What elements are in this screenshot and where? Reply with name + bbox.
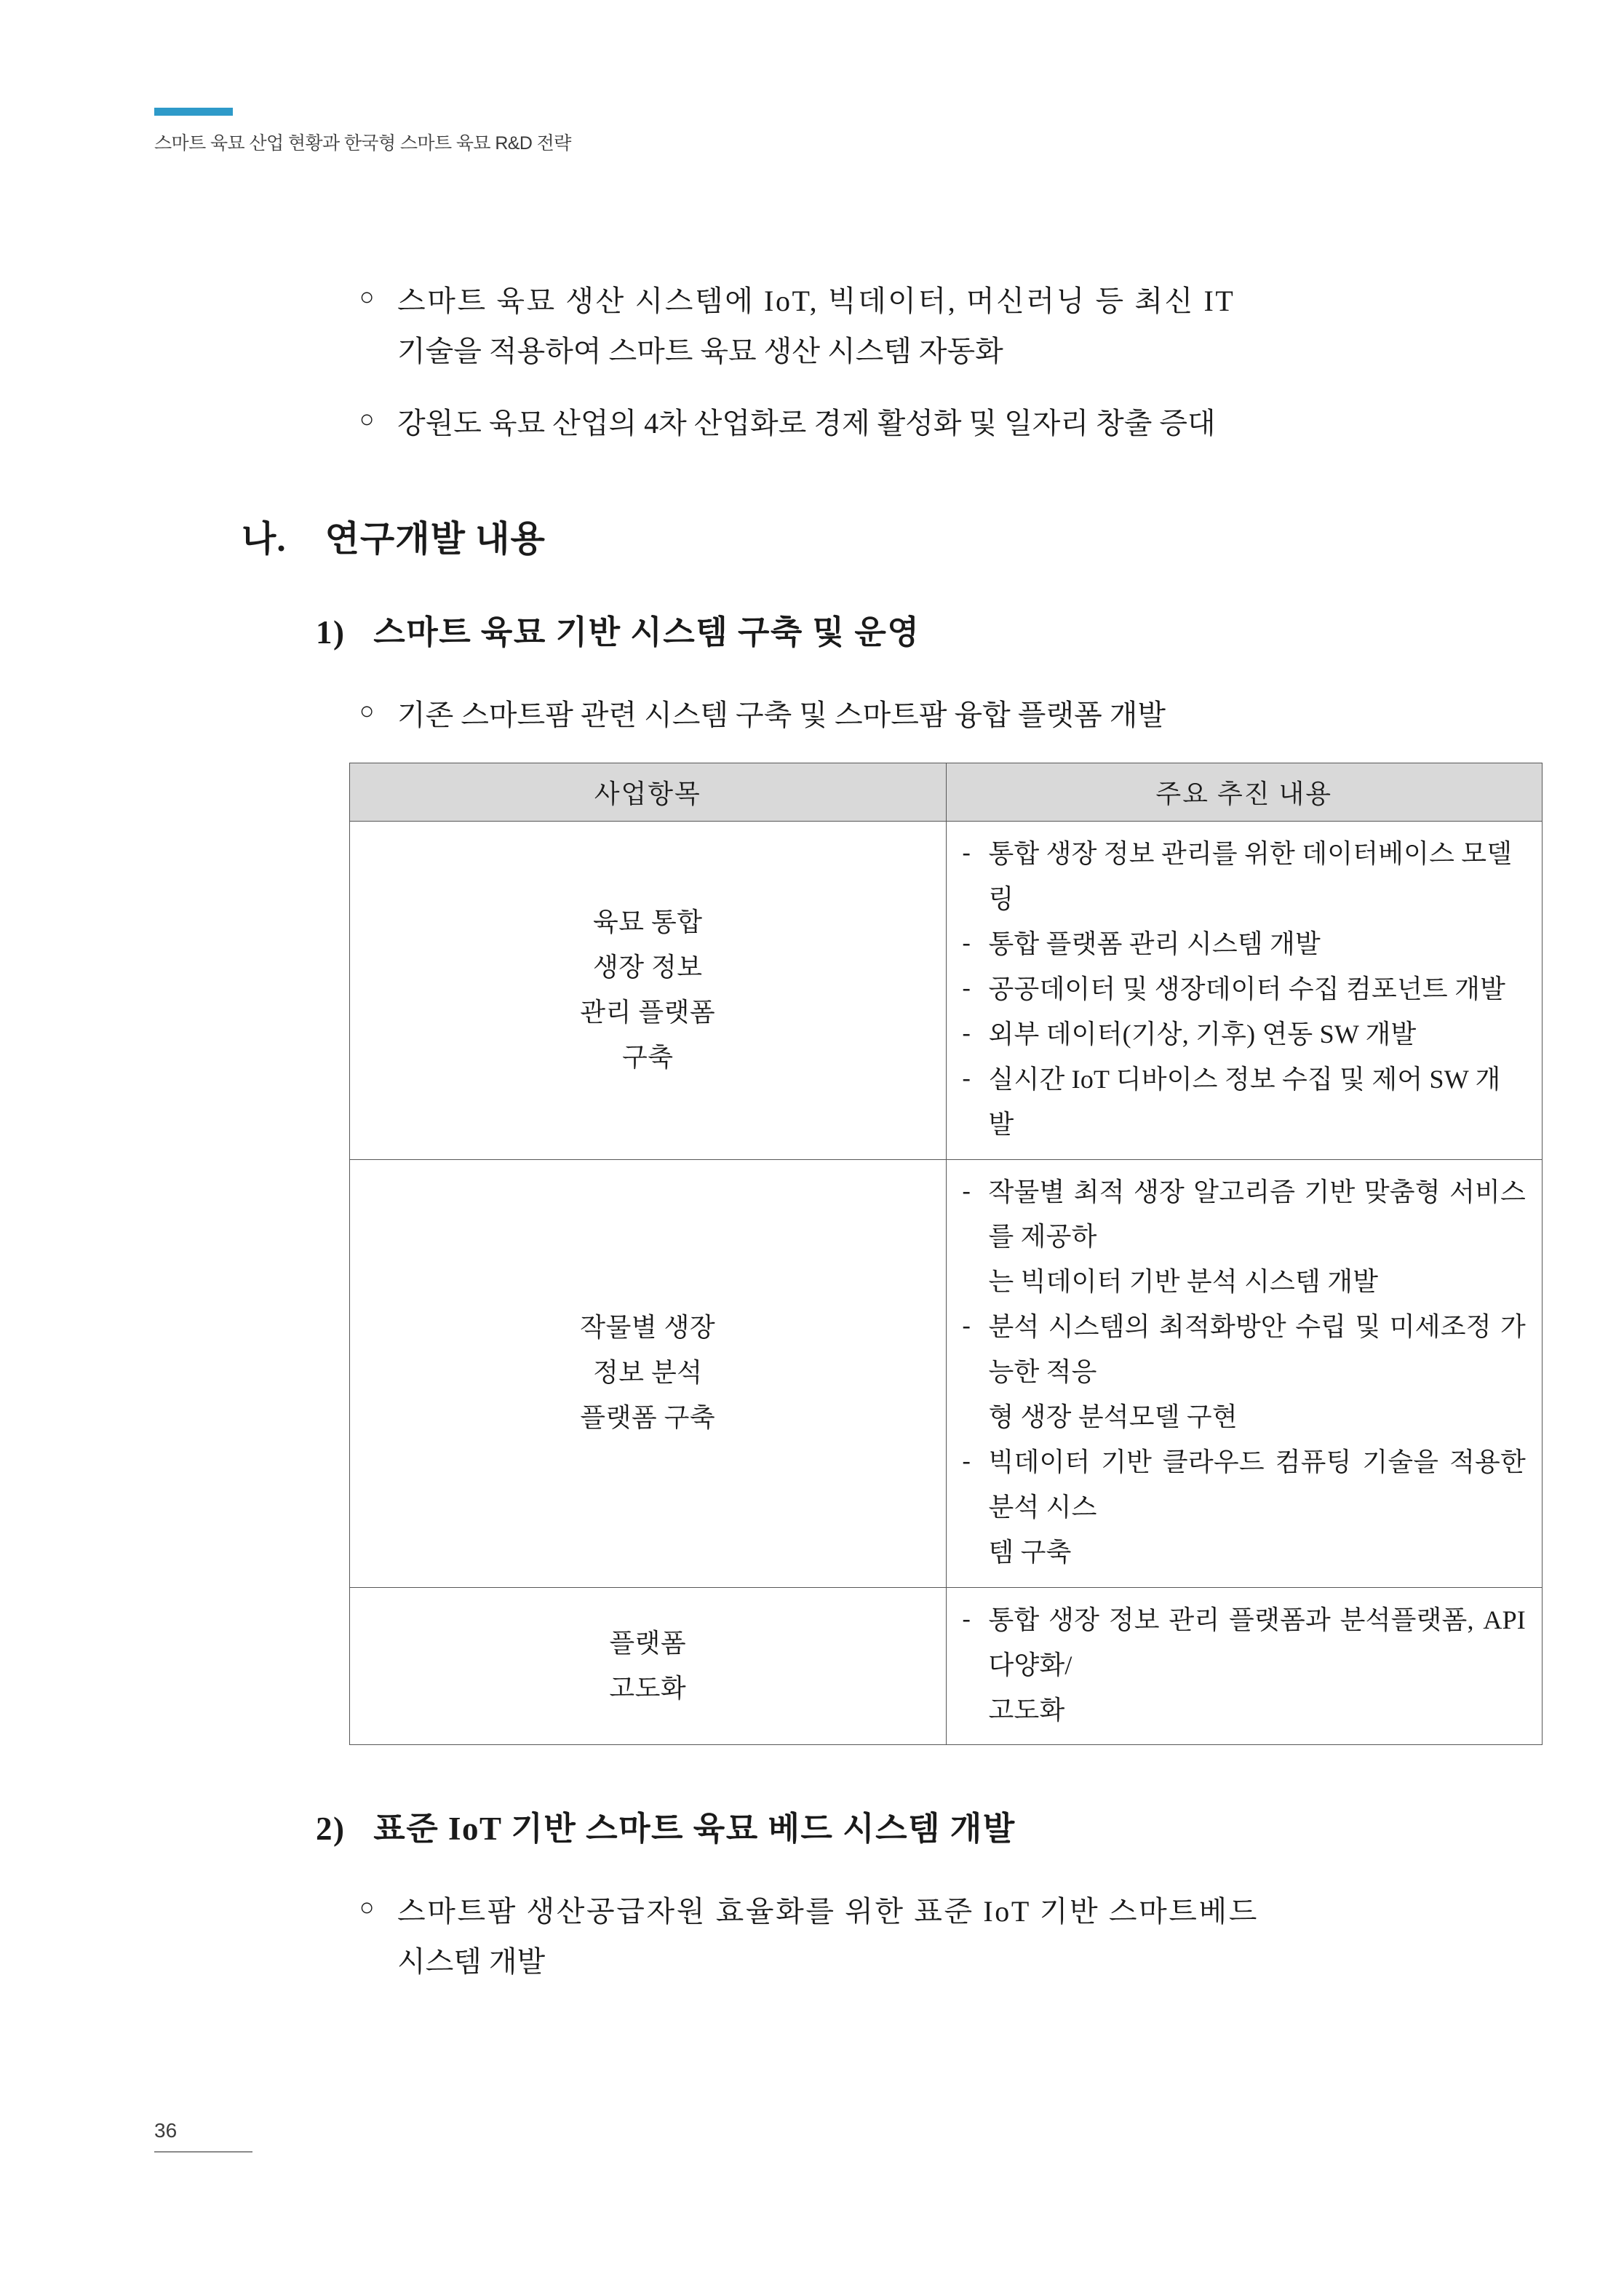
subsection-heading-1	[316, 605, 1471, 653]
category-line: 작물별 생장	[580, 1313, 716, 1343]
subsection-number: 2)	[316, 1811, 346, 1848]
bullet-line: 강원도 육묘 산업의 4차 산업화로 경제 활성화 및 일자리 창출 증대	[397, 406, 1216, 440]
table-cell-content	[946, 1159, 1543, 1587]
bullet-line: 스마트 육묘 생산 시스템에 IoT, 빅데이터, 머신러닝 등 최신 IT	[397, 285, 1235, 317]
bullet-item	[154, 691, 1471, 741]
table-cell-category	[350, 822, 947, 1159]
dash-line: 통합 생장 정보 관리를 위한 데이터베이스 모델링	[988, 839, 1513, 914]
dash-text	[989, 1170, 1527, 1306]
category-line: 플랫폼 구축	[580, 1403, 716, 1433]
subsection-title: 스마트 육묘 기반 시스템 구축 및 운영	[373, 614, 920, 651]
section-heading	[242, 511, 1471, 562]
dash-text	[989, 1057, 1527, 1148]
dash-line: 고도화	[988, 1695, 1065, 1725]
dash-marker: -	[962, 1064, 971, 1092]
dash-item	[963, 1057, 1527, 1148]
bullet-text	[397, 691, 1471, 741]
dash-item	[963, 922, 1527, 967]
bullet-line: 기존 스마트팜 관련 시스템 구축 및 스마트팜 융합 플랫폼 개발	[397, 699, 1166, 732]
dash-line: 공공데이터 및 생장데이터 수집 컴포넌트 개발	[988, 974, 1506, 1004]
bullet-text	[397, 277, 1471, 377]
category-line: 플랫폼	[609, 1628, 687, 1658]
table-header-cell-content: 주요 추진 내용	[946, 763, 1543, 822]
section-label: 나.	[242, 519, 287, 560]
dash-text	[989, 1305, 1527, 1440]
bullet-line: 시스템 개발	[397, 1945, 546, 1979]
dash-item	[963, 1012, 1527, 1057]
dash-marker: -	[962, 1605, 971, 1632]
category-line: 정보 분석	[592, 1358, 703, 1388]
header-accent-rule	[154, 108, 233, 116]
dash-text	[989, 832, 1527, 922]
table-row	[350, 1587, 1543, 1745]
table-cell-category	[350, 1159, 947, 1587]
bullet-line: 스마트팜 생산공급자원 효율화를 위한 표준 IoT 기반 스마트베드	[397, 1895, 1259, 1928]
dash-marker: -	[962, 974, 971, 1001]
dash-marker: -	[962, 929, 971, 956]
category-line: 생장 정보	[592, 952, 703, 982]
dash-line: 실시간 IoT 디바이스 정보 수집 및 제어 SW 개발	[988, 1064, 1501, 1139]
dash-text	[989, 1598, 1527, 1733]
dash-line: 통합 생장 정보 관리 플랫폼과 분석플랫폼, API 다양화/	[988, 1605, 1526, 1680]
dash-item	[963, 832, 1527, 922]
dash-line: 템 구축	[988, 1537, 1072, 1567]
dash-item	[963, 1305, 1527, 1440]
bullet-marker: ○	[359, 698, 375, 726]
category-line: 관리 플랫폼	[580, 997, 716, 1027]
bullet-item	[154, 1887, 1471, 1987]
category-line: 육묘 통합	[592, 907, 703, 937]
table-row	[350, 1159, 1543, 1587]
dash-marker: -	[962, 1177, 971, 1204]
bullet-text	[397, 1887, 1471, 1987]
header-title: 스마트 육묘 산업 현황과 한국형 스마트 육묘 R&D 전략	[154, 133, 571, 154]
dash-text	[989, 922, 1527, 967]
page-content	[154, 277, 1526, 1987]
dash-text	[989, 1440, 1527, 1575]
table-header-cell-category: 사업항목	[350, 763, 947, 822]
dash-text	[989, 1012, 1527, 1057]
table-cell-content	[946, 1587, 1543, 1745]
dash-line: 분석 시스템의 최적화방안 수립 및 미세조정 가능한 적응	[988, 1312, 1526, 1387]
bullet-marker: ○	[359, 405, 375, 433]
dash-line: 는 빅데이터 기반 분석 시스템 개발	[988, 1267, 1379, 1297]
dash-marker: -	[962, 839, 971, 867]
table-cell-content	[946, 822, 1543, 1159]
bullet-item	[154, 399, 1471, 449]
category-line: 구축	[621, 1042, 674, 1072]
dash-item	[963, 1170, 1527, 1306]
table-cell-category	[350, 1587, 947, 1745]
subsection-number: 1)	[316, 614, 346, 651]
page-header	[154, 108, 1464, 155]
section-title: 연구개발 내용	[325, 519, 546, 560]
bullet-item	[154, 277, 1471, 377]
dash-item	[963, 1598, 1527, 1733]
dash-item	[963, 967, 1527, 1012]
page-footer	[154, 2119, 285, 2153]
dash-line: 빅데이터 기반 클라우드 컴퓨팅 기술을 적용한 분석 시스	[988, 1447, 1526, 1522]
dash-line: 형 생장 분석모델 구현	[988, 1402, 1238, 1432]
dash-marker: -	[962, 1312, 971, 1340]
category-line: 고도화	[609, 1673, 687, 1703]
subsection-title: 표준 IoT 기반 스마트 육묘 베드 시스템 개발	[373, 1811, 1016, 1848]
dash-line: 작물별 최적 생장 알고리즘 기반 맞춤형 서비스를 제공하	[988, 1177, 1526, 1252]
content-table	[349, 763, 1543, 1745]
dash-line: 외부 데이터(기상, 기후) 연동 SW 개발	[988, 1019, 1417, 1049]
bullet-marker: ○	[359, 1894, 375, 1922]
footer-rule	[154, 2151, 252, 2153]
bullet-text	[397, 399, 1471, 449]
dash-marker: -	[962, 1019, 971, 1046]
dash-marker: -	[962, 1447, 971, 1474]
dash-line: 통합 플랫폼 관리 시스템 개발	[988, 929, 1321, 958]
dash-text	[989, 967, 1527, 1012]
dash-item	[963, 1440, 1527, 1575]
subsection-heading-2	[316, 1802, 1471, 1849]
bullet-marker: ○	[359, 284, 375, 311]
bullet-line: 기술을 적용하여 스마트 육묘 생산 시스템 자동화	[397, 334, 1003, 367]
table-row	[350, 822, 1543, 1159]
page-number: 36	[154, 2119, 178, 2142]
table-header-row	[350, 763, 1543, 822]
